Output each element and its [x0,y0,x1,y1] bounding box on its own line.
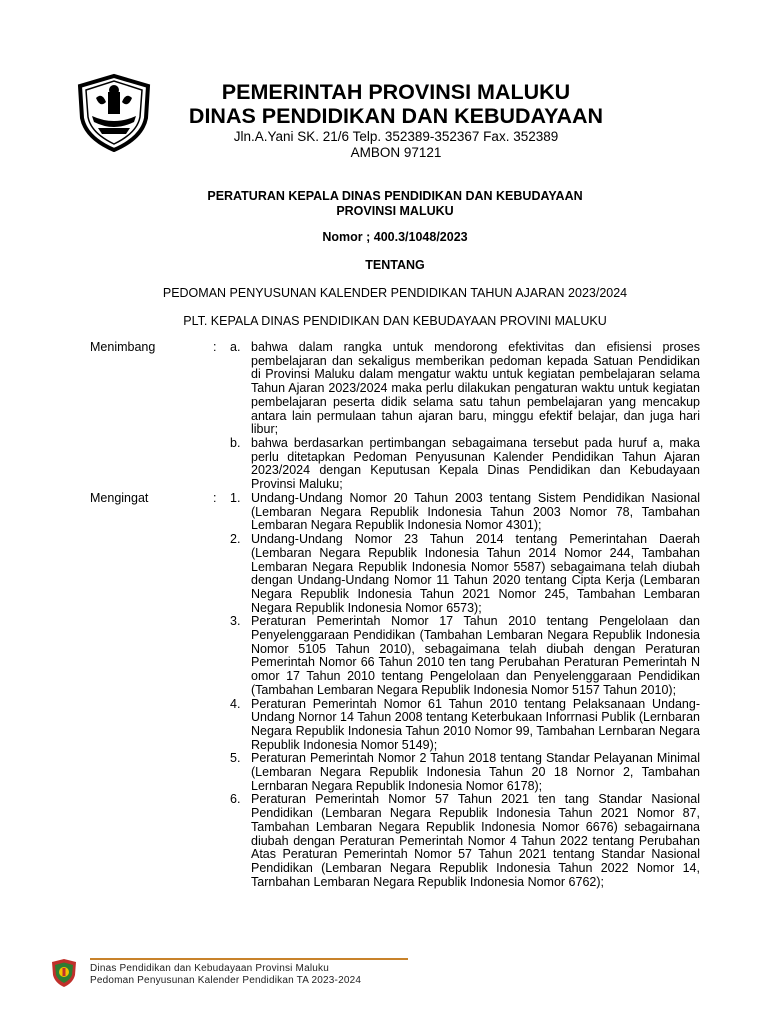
item-text: bahwa berdasarkan pertimbangan sebagaimana tersebut pada huruf a, maka perlu ditetapkan Pedoman Penyusunan Kalender Pendidikan Tahun Ajaran 2023/2024 dengan Keputusan Kepala Dinas Pendidikan dan Kebudayaan Provinsi Maluku; [251,435,700,492]
maluku-emblem-logo [74,72,154,152]
footer-line1: Dinas Pendidikan dan Kebudayaan Provinsi Maluku [90,963,329,974]
recalling-list [230,492,700,889]
about-heading: TENTANG [365,258,425,272]
item-marker: 6. [230,792,241,807]
recalling-label: Mengingat [90,491,149,505]
item-marker: 3. [230,614,241,629]
recalling-item-4 [230,698,700,753]
regulation-number: Nomor ; 400.3/1048/2023 [322,230,468,244]
item-text: Peraturan Pemerintah Nomor 17 Tahun 2010 tentang Pengelolaan dan Penyelenggaraan Pendidikan (Tambahan Lembaran Negara Republik Indonesia Nomor 5105 Tahun 2010), sebagaimana telah diubah dengan Peraturan Pemerintah Nomor 66 Tahun 2010 ten tang Perubahan Peraturan Pemerintah N omor 17 Tahun 2010 tentang Pengelolaan dan Penyelenggaraan Pendidikan (Tambahan Lembaran Negara Republik Indonesia Nomor 5157 Tahun 2010); [251,614,700,697]
recalling-colon: : [213,491,217,505]
regulation-title-line1: PERATURAN KEPALA DINAS PENDIDIKAN DAN KEBUDAYAAN PROVINSI MALUKU [207,189,583,218]
government-name: PEMERINTAH PROVINSI MALUKU [221,80,571,104]
item-marker: 2. [230,532,241,547]
considering-item-b [230,437,700,492]
recalling-item-6 [230,793,700,889]
item-marker: a. [230,340,241,354]
regulation-subject: PEDOMAN PENYUSUNAN KALENDER PENDIDIKAN TAHUN AJARAN 2023/2024 [162,286,628,300]
recalling-item-1 [230,492,700,533]
item-marker: b. [230,435,241,450]
item-text: Peraturan Pemerintah Nomor 57 Tahun 2021 ten tang Standar Nasional Pendidikan (Lembaran Negara Republik Indonesia Tahun 2021 Nomor 87, Tambahan Lembaran Negara Republik Indonesia Nomor 6676) sebagairnana diubah dengan Peraturan Pemerintah Nomor 4 Tahun 2022 tentang Perubahan Atas Peraturan Pemerintah Nomor 57 Tahun 2021 tentang Standar Nasional Pendidikan (Lembaran Negara Republik Indonesia Tahun 2022 Nomor 14, Tarnbahan Lembaran Negara Republik Indonesia Nomor 6762); [251,792,700,889]
recalling-item-5 [230,752,700,793]
footer-text [90,963,361,987]
department-name: DINAS PENDIDIKAN DAN KEBUDAYAAN [188,104,604,128]
footer-line2: Pedoman Penyusunan Kalender Pendidikan TA 2023-2024 [90,975,362,986]
recalling-item-2 [230,533,700,615]
item-text: Undang-Undang Nomor 20 Tahun 2003 tentang Sistem Pendidikan Nasional (Lembaran Negara Republik Indonesia Tahun 2003 Nomor 78, Tambahan Lembaran Negara Republik Indonesia Nomor 4301); [251,491,700,533]
considering-label: Menimbang [90,340,156,354]
item-text: bahwa dalam rangka untuk mendorong efektivitas dan efisiensi proses pembelajaran dan sekaligus memberikan pedoman kepada Satuan Pendidikan di Provinsi Maluku dalam mengatur waktu untuk kegiatan pembelajaran selama Tahun Ajaran 2023/2024 maka perlu dilakukan pengaturan waktu untuk kegiatan pembelajaran peserta didik selama satu tahun pembelajaran yang mencakup antara lain permulaan tahun ajaran baru, minggu efektif belajar, dan juga hari libur; [251,340,700,437]
office-city: AMBON 97121 [350,145,442,160]
issuing-authority: PLT. KEPALA DINAS PENDIDIKAN DAN KEBUDAYAAN PROVINI MALUKU [183,314,607,328]
item-text: Peraturan Pemerintah Nomor 2 Tahun 2018 tentang Standar Pelayanan Minimal (Lembaran Negara Republik Indonesia Tahun 20 18 Nornor 2, Tambahan Lernbaran Negara Republik Indonesia Nomor 6178); [251,751,700,793]
considering-colon: : [213,340,217,354]
recalling-item-3 [230,615,700,697]
letterhead [160,80,632,161]
office-address: Jln.A.Yani SK. 21/6 Telp. 352389-352367 Fax. 352389 [233,129,559,144]
item-text: Undang-Undang Nomor 23 Tahun 2014 tentang Pemerintahan Daerah (Lembaran Negara Republik Indonesia Tahun 2014 Nomor 244, Tambahan Lembaran Negara Republik Indonesia Nomor 5587) sebagaimana telah diubah dengan Undang-Undang Nomor 11 Tahun 2020 tentang Cipta Kerja (Lembaran Negara Republik Indonesia Tahun 2021 Nomor 245, Tambahan Lembaran Negara Republik Indonesia Nomor 6573); [251,532,700,615]
regulation-title-line2: PROVINSI MALUKU [336,204,454,218]
footer-emblem-icon [50,958,78,988]
footer-rule [90,958,408,960]
considering-list [230,341,700,492]
item-marker: 5. [230,751,241,766]
item-marker: 4. [230,696,241,711]
item-marker: 1. [230,491,241,505]
considering-item-a [230,341,700,437]
item-text: Peraturan Pemerintah Nomor 61 Tahun 2010 tentang Pelaksanaan Undang-Undang Nornor 14 Tahun 2008 tentang Keterbukaan Inforrnasi Publik (Lernbaran Negara Republik Indonesia Tahun 2010 Nomor 99, Tambahan Lernbaran Negara Republik Indonesia Nomor 5149); [251,696,700,752]
